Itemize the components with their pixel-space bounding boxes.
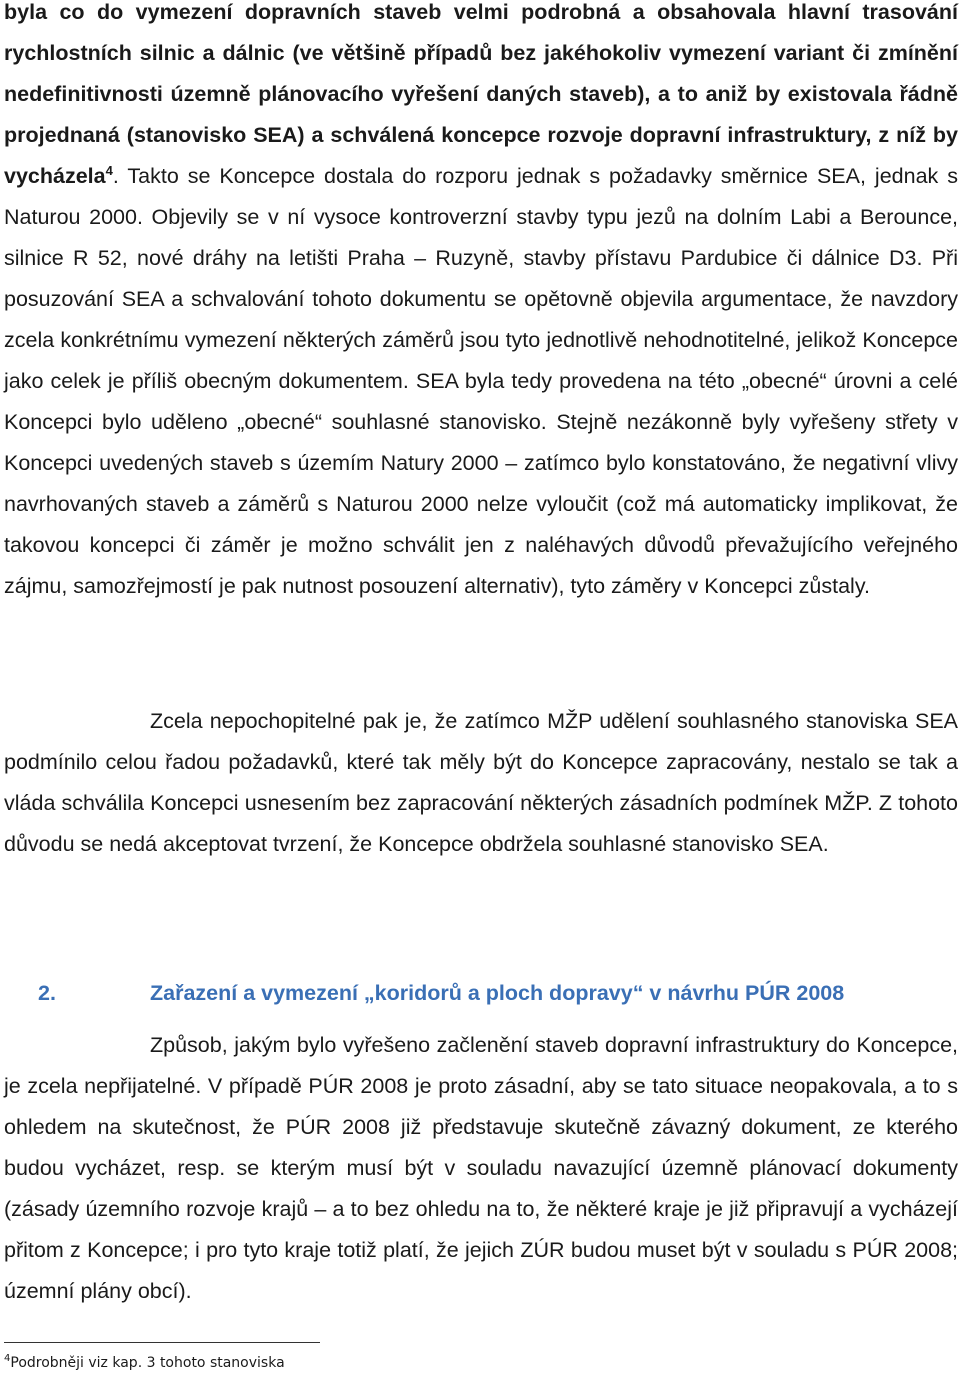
footnote-text: Podrobněji viz kap. 3 tohoto stanoviska bbox=[10, 1355, 285, 1371]
footnote bbox=[4, 1355, 285, 1371]
section-heading bbox=[38, 973, 844, 1014]
body-paragraph-3: Způsob, jakým bylo vyřešeno začlenění staveb dopravní infrastruktury do Koncepce, je zcela nepřijatelné. V případě PÚR 2008 je proto zásadní, aby se tato situace neopakovala, a to s ohledem na skutečnost, že PÚR 2008 již představuje skutečně závazný dokument, ze kterého budou vycházet, resp. se kterým musí být v souladu navazující územně plánovací dokumenty (zásady územního rozvoje krajů – a to bez ohledu na to, že některé kraje je již připravují a vycházejí přitom z Koncepce; i pro tyto kraje totiž platí, že jejich ZÚR budou muset být v souladu s PÚR 2008; územní plány obcí). bbox=[4, 1033, 958, 1303]
section-title: Zařazení a vymezení „koridorů a ploch dopravy“ v návrhu PÚR 2008 bbox=[150, 981, 845, 1005]
paragraph-1-text: . Takto se Koncepce dostala do rozporu jednak s požadavky směrnice SEA, jednak s Naturou 2000. Objevily se v ní vysoce kontroverzní stavby typu jezů na dolním Labi a Berounce, silnice R 52, nové dráhy na letišti Praha – Ruzyně, stavby přístavu Pardubice či dálnice D3. Při posuzování SEA a schvalování tohoto dokumentu se opětovně objevila argumentace, že navzdory zcela konkrétnímu vymezení některých záměrů jsou tyto jednotlivě nehodnotitelné, jelikož Koncepce jako celek je příliš obecným dokumentem. SEA byla tedy provedena na této „obecné“ úrovni a celé Koncepci bylo uděleno „obecné“ souhlasné stanovisko. Stejně nezákonně byly vyřešeny střety v Koncepci uvedených staveb s územím Natury 2000 – zatímco bylo konstatováno, že negativní vlivy navrhovaných staveb a záměrů s Naturou 2000 nelze vyloučit (což má automaticky implikovat, že takovou koncepci či záměr je možno schválit jen z naléhavých důvodů převažujícího veřejného zájmu, samozřejmostí je pak nutnost posouzení alternativ), tyto záměry v Koncepci zůstaly. bbox=[4, 164, 958, 598]
body-paragraph-2: Zcela nepochopitelné pak je, že zatímco MŽP udělení souhlasného stanoviska SEA podmínilo celou řadou požadavků, které tak měly být do Koncepce zapracovány, nestalo se tak a vláda schválila Koncepci usnesením bez zapracování některých zásadních podmínek MŽP. Z tohoto důvodu se nedá akceptovat tvrzení, že Koncepce obdržela souhlasné stanovisko SEA. bbox=[4, 709, 958, 856]
footnote-separator bbox=[4, 1342, 320, 1343]
section-number: 2. bbox=[38, 981, 56, 1005]
body-paragraph-1 bbox=[4, 0, 958, 607]
footnote-number: 4 bbox=[4, 1353, 11, 1364]
footnote-reference[interactable]: 4 bbox=[105, 163, 113, 178]
bold-lead-text: byla co do vymezení dopravních staveb velmi podrobná a obsahovala hlavní trasování rychlostních silnic a dálnic (ve většině případů bez jakéhokoliv vymezení variant či zmínění nedefinitivnosti územně plánovacího vyřešení daných staveb), a to aniž by existovala řádně projednaná (stanovisko SEA) a schválená koncepce rozvoje dopravní infrastruktury, z níž by vycházela bbox=[4, 0, 958, 188]
